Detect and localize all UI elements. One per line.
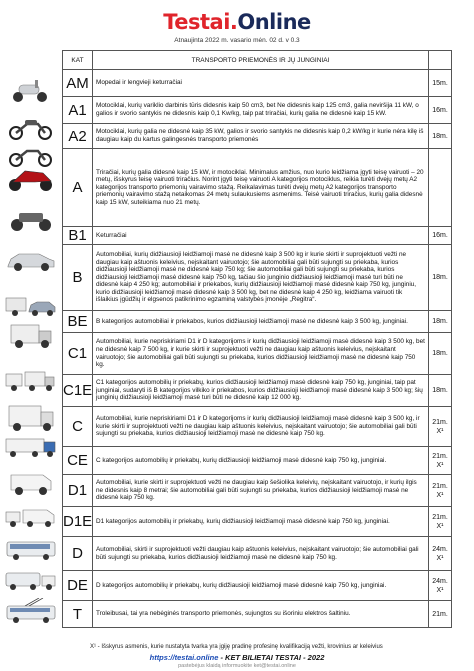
category-description: Motociklai, kurių variklio darbinis tūris didesnis kaip 50 cm3, bet Ne didesnis kaip 125 cm3, galia neviršija 11 kW, o galios ir svorio santykis ne didesnis kaip 0,1 Kw/kg, taip pat triračiai, kurių galia ne didesnė kaip 15 kW.	[93, 97, 429, 124]
motorcycle-icon	[5, 113, 57, 141]
table-row	[63, 537, 452, 571]
column-header-category: KAT	[63, 51, 93, 70]
table-row	[63, 601, 452, 628]
table-row	[63, 407, 452, 447]
category-description: Automobiliai, kurių didžiausioji leidžiamoji masė ne didesnė kaip 3 500 kg ir kurie skirti ir suprojektuoti vežti ne daugiau kaip aštuonis keleivius, neįskaitant vairuotojo; šie automobiliai gali būti sujungti su priekaba, kurios didžiausioji leidžiamoji masė ne didesnė kaip 750 kg; šie automobiliai gali būti sujungti su priekaba, kurios didžiausioji leidžiamoji masė didesnė kaip 750 kg, tačiau šio junginio didžiausioji leidžiamoji masė turi būti ne didesnė kaip 4 250 kg; automobiliai ir priekabos, kurių didžiausioji leidžiamoji masė didesnė kaip 750 kg, junginiu, kurio didžiausioji leidžiamoji masė didesnė kaip 3 500 kg, bet ne didesnė kaip 4 250 kg, leidžiama vairuoti tik išlaikius įgūdžių ir elgsenos patikrinimo egzaminą valstybės įmonėje „Regitra“.	[93, 245, 429, 311]
category-code: A1	[63, 97, 93, 124]
moped-icon	[5, 76, 57, 104]
category-description: Automobiliai, kurie nepriskiriami D1 ir D kategorijoms ir kurių didžiausioji leidžiamoji masė didesnė kaip 3 500 kg, bet ne didesnė kaip 7 500 kg, ir kurie skirti ir suprojektuoti vežti ne daugiau kaip aštuonis keleivius, neįskaitant vairuotojo; šie automobiliai gali būti sujungti su priekaba, kurios didžiausioji leidžiamoji masė ne didesnė kaip 750 kg.	[93, 333, 429, 375]
table-row	[63, 311, 452, 333]
category-code: A	[63, 149, 93, 227]
minimum-age: 16m.	[429, 97, 452, 124]
car-icon	[5, 246, 57, 274]
minimum-age: 15m.	[429, 70, 452, 97]
minimum-age: 18m.	[429, 124, 452, 149]
category-description: D kategorijos automobilių ir priekabų, kurių didžiausioji leidžiamoji masė didesnė kaip 750 kg, junginiai.	[93, 571, 429, 601]
category-code: B	[63, 245, 93, 311]
car-trailer-icon	[5, 292, 57, 320]
category-description: Mopedai ir lengvieji keturračiai	[93, 70, 429, 97]
category-code: CE	[63, 447, 93, 475]
column-header-age	[429, 51, 452, 70]
truck-trailer-icon	[5, 367, 57, 395]
category-code: C1	[63, 333, 93, 375]
minimum-age: 21m.	[429, 601, 452, 628]
minimum-age: 18m.	[429, 245, 452, 311]
category-description: Keturračiai	[93, 227, 429, 245]
update-date: Atnaujinta 2022 m. vasario mėn. 02 d. v 0.3	[174, 37, 300, 44]
category-table	[62, 50, 452, 628]
category-description: C kategorijos automobilių ir priekabų, kurių didžiausioji leidžiamoji masė didesnė kaip 750 kg, junginiai.	[93, 447, 429, 475]
footnote: X¹ - Išskyrus asmenis, kurie nustatyta tvarka yra įgiję pradinę profesinę kvalifikaciją vežti, krovinius ar keleivius	[90, 644, 383, 650]
logo: Testai.Online	[163, 10, 311, 34]
category-description: B kategorijos automobiliai ir priekabos, kurios didžiausioji leidžiamoji masė ne didesnė kaip 3 500 kg, junginiai.	[93, 311, 429, 333]
header	[0, 0, 474, 50]
category-code: T	[63, 601, 93, 628]
minimum-age: 18m.	[429, 333, 452, 375]
minimum-age: 21m. X¹	[429, 507, 452, 537]
bus-icon	[5, 536, 57, 564]
category-description: C1 kategorijos automobilių ir priekabų, kurios didžiausioji leidžiamoji masė didesnė kaip 750 kg, junginiai, taip pat junginiai, sudaryti iš B kategorijos vilkiko ir priekabos, kurios didžiausioji leidžiamoji masė didesnė kaip 3 500 kg; šių junginių didžiausioji leidžiamoji masė turi būti ne didesnė kaip 12 000 kg.	[93, 375, 429, 407]
category-description: D1 kategorijos automobilių ir priekabų, kurių didžiausioji leidžiamoji masė didesnė kaip 750 kg, junginiai.	[93, 507, 429, 537]
category-description: Motociklai, kurių galia ne didesnė kaip 35 kW, galios ir svorio santykis ne didesnis kaip 0,2 kW/kg ir kurie nėra kilę iš daugiau kaip du kartus galingesnės transporto priemonės	[93, 124, 429, 149]
category-description: Triračiai, kurių galia didesnė kaip 15 kW, ir motociklai. Minimalus amžius, nuo kurio leidžiama įgyti teisę vairuoti – 20 metų, išskyrus teisę vairuoti triračius. Norint įgyti teisę vairuoti A kategorijos motociklus, reikia turėti dvejų metų A2 kategorijos transporto priemonių vairavimo stažą. Reikalavimas turėti dvejų metų A2 kategorijos transporto priemonių vairavimo stažą netaikomas 24 metų sulaukusiems asmenims. Teisė vairuoti triračius, kurių galia didesnė kaip 15 kW, suteikiama nuo 21 metų.	[93, 149, 429, 227]
category-code: C	[63, 407, 93, 447]
minimum-age: 21m. X¹	[429, 447, 452, 475]
minibus-icon	[5, 469, 57, 497]
quad-icon	[5, 205, 57, 233]
minimum-age: 24m. X¹	[429, 571, 452, 601]
table-row	[63, 333, 452, 375]
column-header-description: TRANSPORTO PRIEMONĖS IR JŲ JUNGINIAI	[93, 51, 429, 70]
category-code: D	[63, 537, 93, 571]
truck-icon	[5, 322, 57, 350]
minimum-age: 18m.	[429, 375, 452, 407]
table-header-row	[63, 51, 452, 70]
category-code: D1E	[63, 507, 93, 537]
trolleybus-icon	[5, 598, 57, 626]
minimum-age: 18m.	[429, 311, 452, 333]
sport-motorcycle-icon	[5, 164, 57, 192]
category-description: Automobiliai, skirti ir suprojektuoti vežti daugiau kaip aštuonis keleivius, neįskaitant vairuotojo; šie automobiliai gali būti sujungti su priekaba, kurios didžiausioji leidžiamoji masė ne didesnė kaip 750 kg.	[93, 537, 429, 571]
big-truck-icon	[5, 404, 57, 432]
category-code: A2	[63, 124, 93, 149]
table-row	[63, 97, 452, 124]
table-row	[63, 245, 452, 311]
bus-trailer-icon	[5, 566, 57, 594]
minibus-trailer-icon	[5, 503, 57, 531]
minimum-age: 21m. X¹	[429, 475, 452, 507]
semi-truck-icon	[5, 433, 57, 461]
table-row	[63, 227, 452, 245]
table-row	[63, 571, 452, 601]
table-row	[63, 70, 452, 97]
category-description: Automobiliai, kurie skirti ir suprojektuoti vežti ne daugiau kaip šešiolika keleivių, neįskaitant vairuotojo, ir kurių ilgis ne didesnis kaip 8 metrai; šie automobiliai gali būti sujungti su priekaba, kurios didžiausioji leidžiamoji masė ne didesnė kaip 750 kg.	[93, 475, 429, 507]
table-row	[63, 447, 452, 475]
minimum-age	[429, 149, 452, 227]
table-row	[63, 507, 452, 537]
category-description: Troleibusai, tai yra nebėginės transporto priemonės, sujungtos su išoriniu elektros šaltiniu.	[93, 601, 429, 628]
minimum-age: 16m.	[429, 227, 452, 245]
table-row	[63, 149, 452, 227]
category-description: Automobiliai, kurie nepriskiriami D1 ir D kategorijoms ir kurių didžiausioji leidžiamoji masė didesnė kaip 3 500 kg, ir kurie skirti ir suprojektuoti vežti ne daugiau kaip aštuonis keleivius, neįskaitant vairuotojo; šie automobiliai gali būti sujungti su priekaba, kurios didžiausioji leidžiamoji masė ne didesnė kaip 750 kg.	[93, 407, 429, 447]
category-code: BE	[63, 311, 93, 333]
table-row	[63, 124, 452, 149]
category-code: B1	[63, 227, 93, 245]
category-code: C1E	[63, 375, 93, 407]
table-row	[63, 475, 452, 507]
minimum-age: 24m. X¹	[429, 537, 452, 571]
minimum-age: 21m. X¹	[429, 407, 452, 447]
category-code: D1	[63, 475, 93, 507]
footer-contact: pastebėjus klaidą informuokite ket@testai.online	[178, 663, 296, 669]
footer-link[interactable]: https://testai.online - KET BILIETAI TESTAI - 2022	[149, 653, 325, 662]
category-code: DE	[63, 571, 93, 601]
table-row	[63, 375, 452, 407]
category-code: AM	[63, 70, 93, 97]
